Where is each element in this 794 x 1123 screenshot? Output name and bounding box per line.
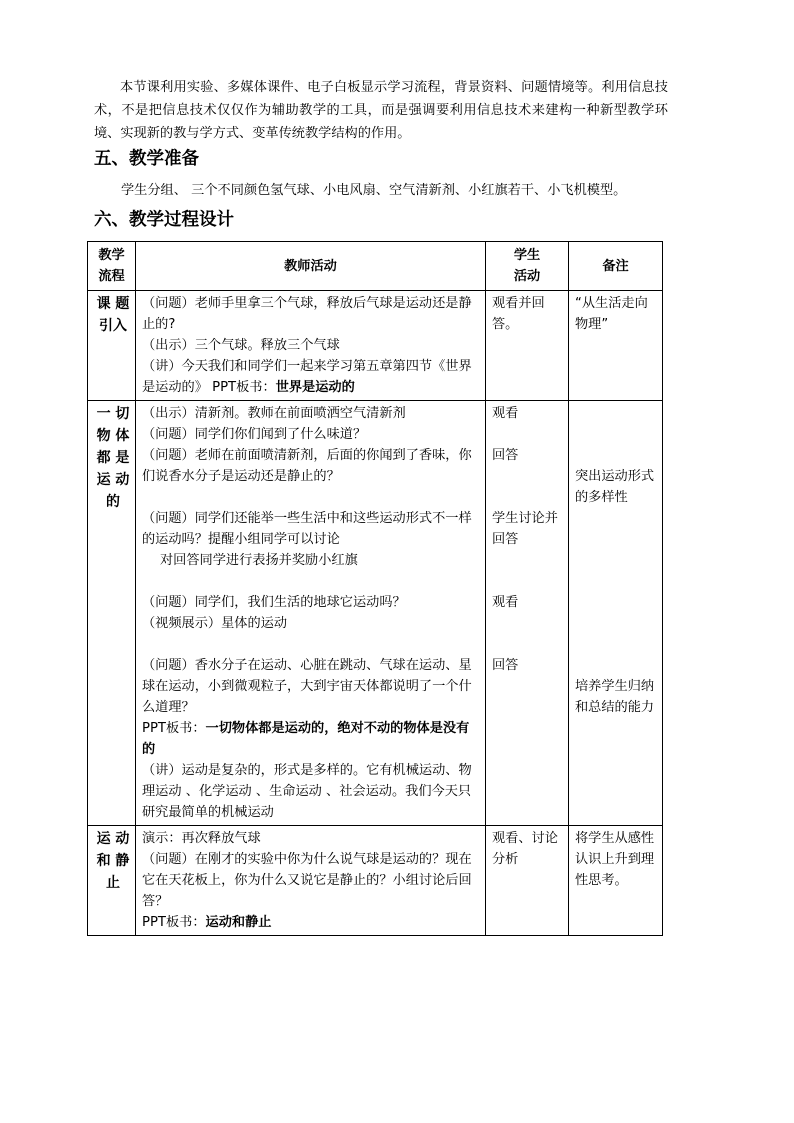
- header-flow: 教学 流程: [88, 242, 136, 291]
- stage-cell: 一 切 物 体 都 是 运 动 的: [88, 401, 136, 826]
- teacher-activity-cell: （出示）清新剂。教师在前面喷洒空气清新剂 （问题）同学们你们闻到了什么味道？ （问题）老师在前面喷清新剂，后面的你闻到了香味，你们说香水分子是运动还是静止的？ （问题）同学们还能举一些生活中和这些运动形式不一样的运动吗？提醒小组同学可以讨论 对回答同学进行表扬并奖励小红旗 （问题）同学们，我们生活的地球它运动吗？ （视频展示）星体的运动 （问题）香水分子在运动、心脏在跳动、气球在运动、星球在运动，小到微观粒子，大到宇宙天体都说明了一个什么道理？ PPT板书：一切物体都是运动的，绝对不动的物体是没有的 （讲）运动是复杂的，形式是多样的。它有机械运动、物理运动 、化学运动 、生命运动 、社会运动。我们今天只研究最简单的机械运动: [136, 401, 486, 826]
- table-header-row: [88, 242, 663, 291]
- ppt-board-text: 一切物体都是运动的，绝对不动的物体是没有的: [142, 721, 470, 757]
- table-row: [88, 291, 663, 401]
- section-5-title: 五、教学准备: [94, 149, 199, 169]
- notes-cell: 将学生从感性认识上升到理性思考。: [569, 826, 663, 936]
- header-notes: 备注: [569, 242, 663, 291]
- intro-paragraph: 本节课利用实验、多媒体课件、电子白板显示学习流程，背景资料、问题情境等。利用信息技术，不是把信息技术仅仅作为辅助教学的工具，而是强调要利用信息技术来建构一种新型教学环境、实现新的教与学方式、变革传统教学结构的作用。: [94, 80, 668, 141]
- student-activity-cell: 观看并回答。: [486, 291, 569, 401]
- stage-cell: 课 题 引入: [88, 291, 136, 401]
- header-student-activity: 学生 活动: [486, 242, 569, 291]
- ppt-board-text: 运动和静止: [205, 915, 272, 930]
- stage-cell: 运 动 和 静 止: [88, 826, 136, 936]
- notes-cell: “从生活走向物理”: [569, 291, 663, 401]
- ppt-board-text: 世界是运动的: [275, 380, 355, 395]
- student-activity-cell: 观看 回答 学生讨论并回答 观看 回答: [486, 401, 569, 826]
- table-row: [88, 826, 663, 936]
- section-6-title: 六、教学过程设计: [94, 210, 234, 230]
- student-activity-cell: 观看、讨论分析: [486, 826, 569, 936]
- notes-cell: 突出运动形式的多样性 培养学生归纳和总结的能力: [569, 401, 663, 826]
- table-row: [88, 401, 663, 826]
- header-teacher-activity: 教师活动: [136, 242, 486, 291]
- teacher-activity-cell: （问题）老师手里拿三个气球，释放后气球是运动还是静止的? （出示）三个气球。释放三个气球 （讲）今天我们和同学们一起来学习第五章第四节《世界是运动的》 PPT板书：世界是运动的: [136, 291, 486, 401]
- teacher-activity-cell: 演示：再次释放气球 （问题）在刚才的实验中你为什么说气球是运动的？现在它在天花板上，你为什么又说它是静止的？小组讨论后回答？ PPT板书：运动和静止: [136, 826, 486, 936]
- section-5-text: 学生分组、 三个不同颜色氢气球、小电风扇、空气清新剂、小红旗若干、小飞机模型。: [121, 183, 627, 198]
- teaching-process-table: [87, 241, 663, 936]
